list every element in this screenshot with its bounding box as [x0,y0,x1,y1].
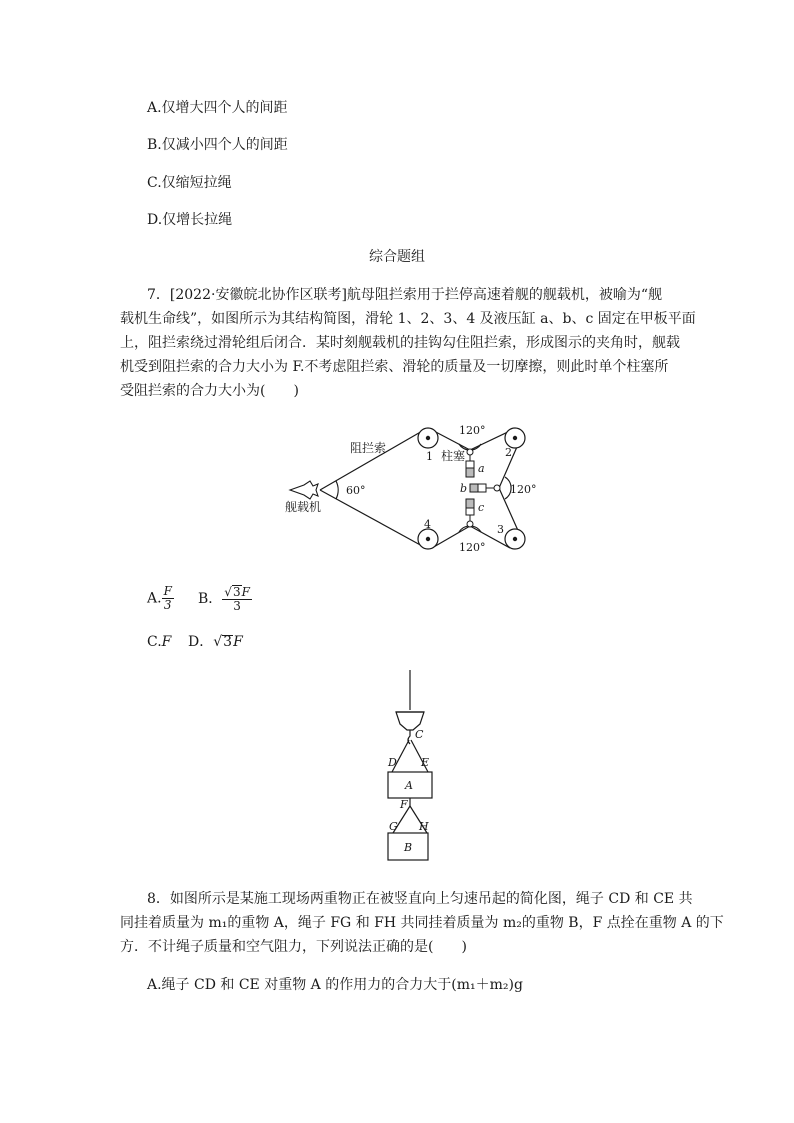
q8-line-2: 同挂着质量为 m₁的重物 A，绳子 FG 和 FH 共同挂着质量为 m₂的重物 B，F 点拴在重物 A 的下 [120,915,724,931]
q8-line-3: 方．不计绳子质量和空气阻力，下列说法正确的是( ) [120,939,467,955]
q6-option-a: A.仅增大四个人的间距 [147,100,288,116]
angle-bottom: 120° [459,541,486,554]
q8-label-D: D [388,756,397,769]
cyl-label-b: b [460,482,468,495]
q7-option-b: B． $\frac{√3F}{3}$ [198,585,250,613]
q8-label-H: H [419,820,429,833]
q8-label-F: F [400,798,408,811]
label-aircraft: 舰载机 [285,500,322,514]
q6-option-c: C.仅缩短拉绳 [147,175,232,191]
pulley-label-2: 2 [505,446,512,459]
q8-label-G: G [389,820,398,833]
q7-line-5: 受阻拦索的合力大小为( ) [120,383,299,399]
q7-option-d: D．√3F [188,634,243,650]
q8-label-A: A [405,779,413,792]
q7-option-c: C.F [147,634,172,650]
pulley-label-1: 1 [426,450,433,463]
label-cable: 阻拦索 [350,441,387,455]
pulley-label-4: 4 [424,518,431,531]
q6-option-d: D.仅增长拉绳 [147,212,233,228]
q7-line-1: 7．[2022·安徽皖北协作区联考]航母阻拦索用于拦停高速着舰的舰载机，被喻为“舰 [147,287,663,303]
q8-label-E: E [421,756,430,769]
q8-line-1: 8．如图所示是某施工现场两重物正在被竖直向上匀速吊起的简化图，绳子 CD 和 CE 共 [147,891,693,907]
q8-label-B: B [404,841,413,854]
angle-top: 120° [459,424,486,437]
q6-option-b: B.仅减小四个人的间距 [147,137,288,153]
label-plunger: 柱塞 [441,449,466,463]
q8-label-C: C [415,728,424,741]
q7-line-2: 载机生命线”，如图所示为其结构简图，滑轮 1、2、3、4 及液压缸 a、b、c 固定在甲板平面 [120,311,696,327]
pulley-label-3: 3 [497,523,504,536]
q7-line-3: 上，阻拦索绕过滑轮组后闭合．某时刻舰载机的挂钩勾住阻拦索，形成图示的夹角时，舰载 [120,335,680,351]
q7-option-a: A. $\frac{F}{3}$ [147,584,172,612]
cyl-label-c: c [478,501,485,514]
q8-option-a: A.绳子 CD 和 CE 对重物 A 的作用力的合力大于(m₁＋m₂)g [147,977,523,993]
angle-right: 120° [510,483,537,496]
angle-left: 60° [346,484,366,497]
section-title: 综合题组 [369,249,425,265]
cyl-label-a: a [478,462,485,475]
q7-line-4: 机受到阻拦索的合力大小为 F.不考虑阻拦索、滑轮的质量及一切摩擦，则此时单个柱塞所 [120,359,669,375]
